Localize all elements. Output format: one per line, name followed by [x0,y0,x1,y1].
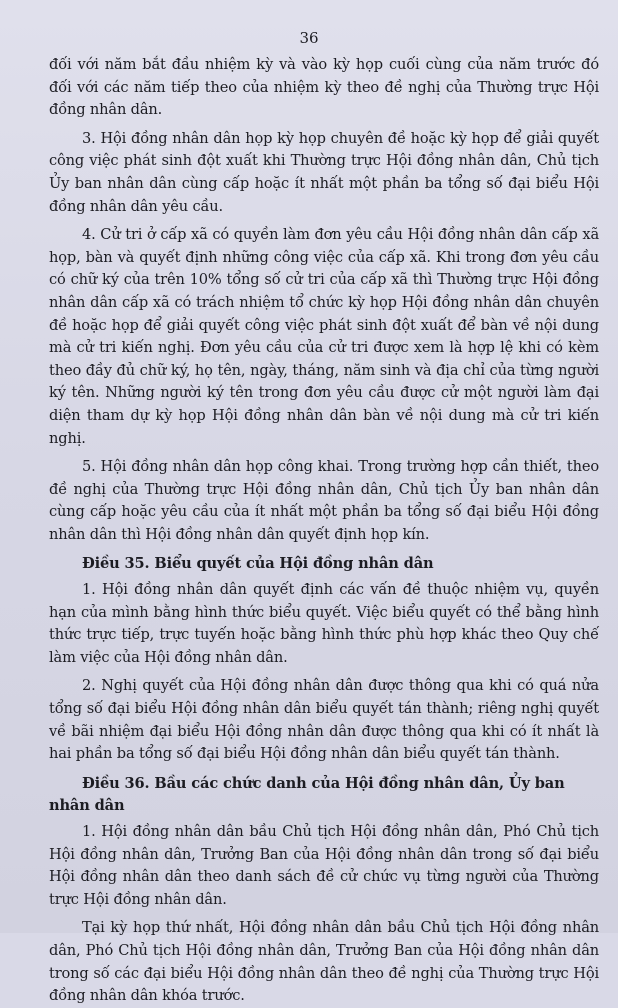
paragraph-continuation: đối với năm bắt đầu nhiệm kỳ và vào kỳ họp cuối cùng của năm trước đó đối với các năm tiếp theo của nhiệm kỳ theo đề nghị của Thường trực Hội đồng nhân dân. [49,56,599,119]
page-number: 36 [299,29,319,47]
article-35-heading: Điều 35. Biểu quyết của Hội đồng nhân dân [82,555,434,573]
document-body [49,54,599,1008]
paragraph-art36-clause-1: 1. Hội đồng nhân dân bầu Chủ tịch Hội đồng nhân dân, Phó Chủ tịch Hội đồng nhân dân, Trưởng Ban của Hội đồng nhân dân trong số đại biểu Hội đồng nhân dân theo danh sách đề cử chức vụ từng người của Thường trực Hội đồng nhân dân. [49,823,599,908]
paragraph-clause-3: 3. Hội đồng nhân dân họp kỳ họp chuyên đề hoặc kỳ họp để giải quyết công việc phát sinh đột xuất khi Thường trực Hội đồng nhân dân, Chủ tịch Ủy ban nhân dân cùng cấp hoặc ít nhất một phần ba tổng số đại biểu Hội đồng nhân dân yêu cầu. [49,129,599,215]
paragraph-clause-5: 5. Hội đồng nhân dân họp công khai. Trong trường hợp cần thiết, theo đề nghị của Thường trực Hội đồng nhân dân, Chủ tịch Ủy ban nhân dân cùng cấp hoặc yêu cầu của ít nhất một phần ba tổng số đại biểu Hội đồng nhân dân thì Hội đồng nhân dân quyết định họp kín. [49,458,599,543]
article-36-heading: Điều 36. Bầu các chức danh của Hội đồng nhân dân, Ủy ban nhân dân [49,774,565,815]
paragraph-art36-first-session: Tại kỳ họp thứ nhất, Hội đồng nhân dân bầu Chủ tịch Hội đồng nhân dân, Phó Chủ tịch Hội đồng nhân dân, Trưởng Ban của Hội đồng nhân dân trong số các đại biểu Hội đồng nhân dân theo đề nghị của Thường trực Hội đồng nhân dân khóa trước. [49,919,599,1005]
paragraph-art35-clause-2: 2. Nghị quyết của Hội đồng nhân dân được thông qua khi có quá nửa tổng số đại biểu Hội đồng nhân dân biểu quyết tán thành; riêng nghị quyết về bãi nhiệm đại biểu Hội đồng nhân dân được thông qua khi có ít nhất là hai phần ba tổng số đại biểu Hội đồng nhân dân biểu quyết tán thành. [49,677,599,763]
paragraph-clause-4: 4. Cử tri ở cấp xã có quyền làm đơn yêu cầu Hội đồng nhân dân cấp xã họp, bàn và quyết định những công việc của cấp xã. Khi trong đơn yêu cầu có chữ ký của trên 10% tổng số cử tri của cấp xã thì Thường trực Hội đồng nhân dân cấp xã có trách nhiệm tổ chức kỳ họp Hội đồng nhân dân chuyên đề hoặc họp để giải quyết công việc phát sinh đột xuất để bàn về nội dung mà cử tri kiến nghị. Đơn yêu cầu của cử tri được xem là hợp lệ khi có kèm theo đầy đủ chữ ký, họ tên, ngày, tháng, năm sinh và địa chỉ của từng người ký tên. Những người ký tên trong đơn yêu cầu được cử một người làm đại diện tham dự kỳ họp Hội đồng nhân dân bàn về nội dung mà cử tri kiến nghị. [49,226,599,447]
paragraph-art35-clause-1: 1. Hội đồng nhân dân quyết định các vấn đề thuộc nhiệm vụ, quyền hạn của mình bằng hình thức biểu quyết. Việc biểu quyết có thể bằng hình thức trực tiếp, trực tuyến hoặc bằng hình thức phù hợp khác theo Quy chế làm việc của Hội đồng nhân dân. [49,581,599,666]
